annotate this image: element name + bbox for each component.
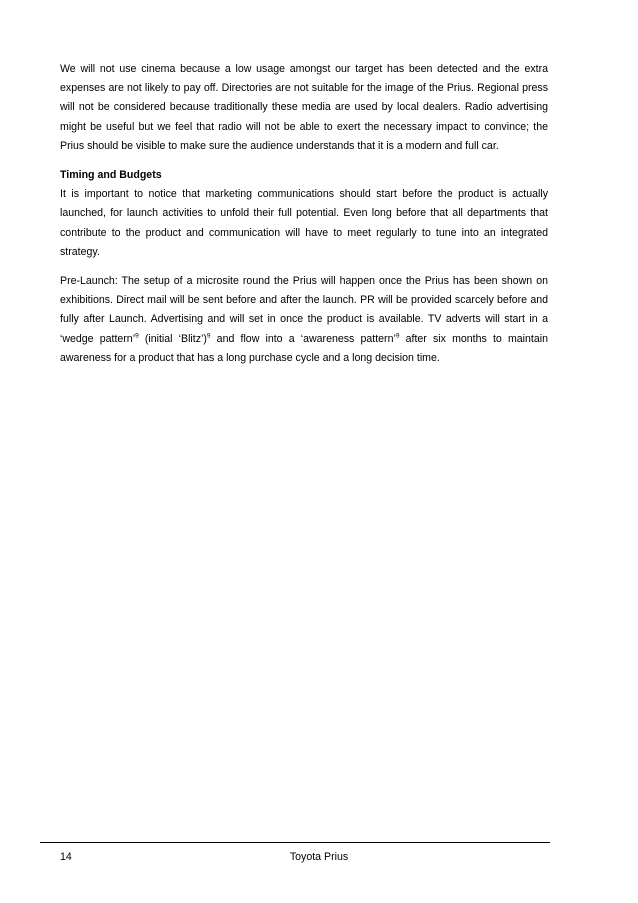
prelaunch-text-2: (initial ‘Blitz’) — [138, 332, 207, 345]
footnote-ref-3: 9 — [395, 332, 400, 340]
timing-paragraph: It is important to notice that marketing communications should start before the product is actually launched, for launch activities to unfold their full potential. Even long before that all departments that contribute to the product and communication will have to meet regularly to tune into an integrated strategy. — [60, 188, 548, 258]
footnote-ref-1: 9 — [135, 332, 139, 340]
document-body — [60, 60, 548, 378]
prelaunch-paragraph — [60, 272, 548, 368]
page-number: 14 — [60, 851, 72, 863]
media-paragraph: We will not use cinema because a low usage amongst our target has been detected and the extra expenses are not likely to pay off. Directories are not suitable for the image of the Prius. Regional press will not be considered because traditionally these media are used by local dealers. Radio advertising might be useful but we feel that radio will not be able to exert the necessary impact to convince; the Prius should be visible to make sure the audience understands that it is a modern and full car. — [60, 63, 548, 152]
footer-title: Toyota Prius — [289, 851, 349, 863]
section-heading-timing: Timing and Budgets — [60, 169, 162, 182]
prelaunch-text-1: Pre-Launch: The setup of a microsite round the Prius will happen once the Prius has been shown on exhibitions. Direct mail will be sent before and after the launch. PR will be provided scarcely before and fully after Launch. Advertising and will set in once the product is available. TV adverts will start in a ‘wedge pattern’ — [60, 275, 548, 345]
footer-divider — [40, 842, 550, 843]
footnote-ref-2: 9 — [206, 332, 211, 340]
prelaunch-text-4: after six months to maintain awareness for a product that has a long purchase cycle and a long decision time. — [60, 332, 548, 364]
prelaunch-text-3: and flow into a ‘awareness pattern’ — [210, 332, 396, 345]
